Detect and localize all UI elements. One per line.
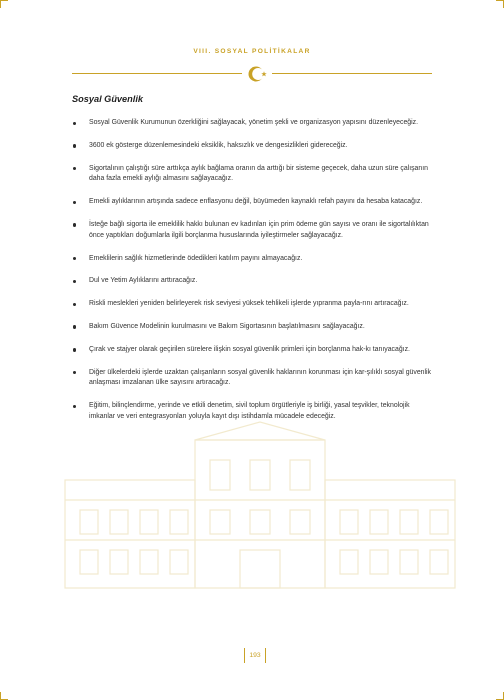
list-item-text: Eğitim, bilinçlendirme, yerinde ve etkili denetim, sivil toplum örgütleriyle iş birliği, yasal teşvikler, teknolojik imkanlar ve veri entegrasyonları yoluyla kayıt dışı istihdamla mücadele edeceğiz.: [89, 402, 410, 420]
bullet-dot: [73, 303, 76, 306]
list-item: [72, 118, 434, 129]
list-item-text: Dul ve Yetim Aylıklarını arttıracağız.: [89, 277, 198, 285]
section-header-label: VIII. SOSYAL POLİTİKALAR: [193, 48, 311, 55]
list-item: [72, 345, 434, 356]
list-item-text: Riskli meslekleri yeniden belirleyerek risk seviyesi yüksek tehlikeli işlerde yıpranma payla-rını artıracağız.: [89, 300, 409, 308]
list-item: [72, 368, 434, 390]
list-item-text: Emeklilerin sağlık hizmetlerinde ödedikleri katılım payını almayacağız.: [89, 254, 303, 262]
header-rule-left: [72, 73, 242, 74]
list-item-text: Emekli aylıklarının artışında sadece enflasyonu değil, büyümeden kaynaklı refah payını da hesaba katacağız.: [89, 198, 423, 206]
page-number: 193: [244, 648, 266, 663]
list-item: [72, 220, 434, 242]
bullet-dot: [73, 167, 76, 170]
crop-mark-top-left: [0, 0, 1, 8]
bullet-dot: [73, 405, 76, 408]
list-item: [72, 254, 434, 265]
list-item: [72, 197, 434, 208]
crop-mark-top-right-h: [496, 0, 504, 1]
list-item-text: Diğer ülkelerdeki işlerde uzaktan çalışanların sosyal güvenlik haklarının korunması için kar-şılıklı sosyal güvenlik anlaşması imzalanan ülke sayısını artıracağız.: [89, 368, 432, 387]
list-item: [72, 141, 434, 152]
section-title: Sosyal Güvenlik: [72, 94, 143, 104]
bullet-dot: [73, 325, 76, 328]
list-item-text: Sosyal Güvenlik Kurumunun özerkliğini sağlayacak, yönetim şekli ve organizasyon yapısını düzenleyeceğiz.: [89, 119, 419, 126]
bullet-dot: [73, 122, 76, 125]
bullet-dot: [73, 223, 76, 226]
bullet-dot: [73, 144, 76, 147]
bullet-dot: [73, 257, 76, 260]
list-item-text: 3600 ek gösterge düzenlemesindeki eksiklik, haksızlık ve dengesizlikleri gidereceğiz.: [89, 141, 348, 149]
list-item: [72, 401, 434, 423]
bullet-dot: [73, 371, 76, 374]
list-item-text: Çırak ve stajyer olarak geçirilen sürelere ilişkin sosyal güvenlik primleri için borçlanma hak-kı tanıyacağız.: [89, 345, 410, 353]
list-item: [72, 299, 434, 310]
bullet-dot: [73, 348, 76, 351]
policy-list: [72, 118, 434, 435]
list-item: [72, 276, 434, 287]
bullet-dot: [73, 201, 76, 204]
header-rule-right: [272, 73, 432, 74]
building-watermark: [60, 420, 460, 590]
list-item: [72, 164, 434, 186]
crop-mark-top-left-h: [0, 0, 8, 1]
bullet-dot: [73, 280, 76, 283]
list-item-text: İsteğe bağlı sigorta ile emeklilik hakkı bulunan ev kadınları için prim ödeme gün sayısı ve oranı ile sigortalılıktan önce yaptıkları doğumlarla ilgili borçlanma hususlarında iyileştirmeler sağlayacağız.: [89, 220, 429, 239]
list-item-text: Bakım Güvence Modelinin kurulmasını ve Bakım Sigortasının başlatılmasını sağlayacağız.: [89, 322, 365, 330]
list-item-text: Sigortalının çalıştığı süre arttıkça aylık bağlama oranın da arttığı bir sisteme geçecek, daha uzun süre çalışanın daha fazla emekli aylığı almasını sağlayacağız.: [89, 164, 428, 183]
list-item: [72, 322, 434, 333]
crescent-star-icon: [247, 63, 269, 85]
